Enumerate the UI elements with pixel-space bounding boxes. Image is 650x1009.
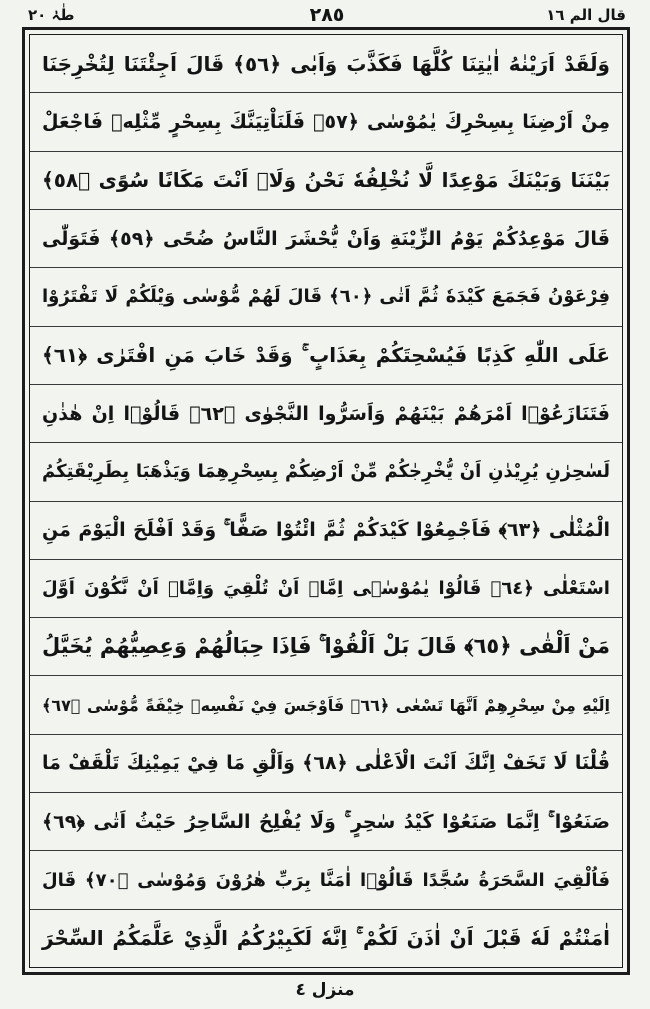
text-line <box>30 676 622 734</box>
text-line <box>30 443 622 501</box>
line-text: بَيْنَنَا وَبَيْنَكَ مَوْعِدًا لَّا نُخْلِفُهٗ نَحْنُ وَلَاۤ اَنْتَ مَكَانًا سُوًى ﴿٥٨﴾ <box>42 168 610 193</box>
line-text: مِنْ اَرْضِنَا بِسِحْرِكَ يٰمُوْسٰى ﴿٥٧﴾ فَلَنَاْتِيَنَّكَ بِسِحْرٍ مِّثْلِهٖ فَاجْعَلْ <box>42 110 610 133</box>
line-text: فَاُلْقِيَ السَّحَرَةُ سُجَّدًا قَالُوْۤا اٰمَنَّا بِرَبِّ هٰرُوْنَ وَمُوْسٰى ﴿٧٠﴾ قَالَ <box>42 869 610 891</box>
text-line <box>30 327 622 385</box>
text-line <box>30 618 622 676</box>
text-line <box>30 385 622 443</box>
page-header <box>28 4 626 28</box>
text-line <box>30 35 622 93</box>
text-line <box>30 210 622 268</box>
text-line <box>30 152 622 210</box>
text-line <box>30 502 622 560</box>
text-line <box>30 851 622 909</box>
text-line <box>30 735 622 793</box>
text-line <box>30 268 622 326</box>
page-number: ٢٨٥ <box>309 4 345 26</box>
line-text: اِلَيْهِ مِنْ سِحْرِهِمْ اَنَّهَا تَسْعٰى ﴿٦٦﴾ فَاَوْجَسَ فِيْ نَفْسِهٖ خِيْفَةً مُّوْسٰى ﴿٦٧﴾ <box>42 695 610 715</box>
line-text: فِرْعَوْنُ فَجَمَعَ كَيْدَهٗ ثُمَّ اَتٰى ﴿٦٠﴾ قَالَ لَهُمْ مُّوْسٰى وَيْلَكُمْ لَا تَفْتَرُوْا <box>42 286 610 308</box>
line-text: عَلَى اللّٰهِ كَذِبًا فَيُسْحِتَكُمْ بِعَذَابٍ ۚ وَقَدْ خَابَ مَنِ افْتَرٰى ﴿٦١﴾ <box>42 343 610 368</box>
juz-label: قال الم ١٦ <box>546 6 626 24</box>
text-line <box>30 793 622 851</box>
surah-label: طٰہٰ ۲۰ <box>28 6 75 24</box>
line-text: فَتَنَازَعُوْۤا اَمْرَهُمْ بَيْنَهُمْ وَاَسَرُّوا النَّجْوٰى ﴿٦٢﴾ قَالُوْۤا اِنْ هٰذٰنِ <box>42 402 610 425</box>
text-line <box>30 560 622 618</box>
verse-text-block <box>29 34 623 968</box>
line-text: صَنَعُوْا ۚ اِنَّمَا صَنَعُوْا كَيْدُ سٰحِرٍ ۚ وَلَا يُفْلِحُ السَّاحِرُ حَيْثُ اَتٰى ﴿٦٩﴾ <box>42 810 610 833</box>
line-text: وَلَقَدْ اَرَيْنٰهُ اٰيٰتِنَا كُلَّهَا فَكَذَّبَ وَاَبٰى ﴿٥٦﴾ قَالَ اَجِئْتَنَا لِتُخْرِجَنَا <box>42 51 610 76</box>
text-line <box>30 910 622 967</box>
line-text: قَالَ مَوْعِدُكُمْ يَوْمُ الزِّيْنَةِ وَاَنْ يُّحْشَرَ النَّاسُ ضُحًى ﴿٥٩﴾ فَتَوَلّٰى <box>42 227 610 250</box>
line-text: اسْتَعْلٰى ﴿٦٤﴾ قَالُوْا يٰمُوْسٰۤى اِمَّاۤ اَنْ تُلْقِيَ وَاِمَّاۤ اَنْ نَّكُوْنَ اَوَّلَ <box>42 577 610 599</box>
text-line <box>30 93 622 151</box>
line-text: اٰمَنْتُمْ لَهٗ قَبْلَ اَنْ اٰذَنَ لَكُمْ ۚ اِنَّهٗ لَكَبِيْرُكُمُ الَّذِيْ عَلَّمَكُمُ السِّحْرَ <box>42 926 610 951</box>
line-text: مَنْ اَلْقٰى ﴿٦٥﴾ قَالَ بَلْ اَلْقُوْا ۚ فَاِذَا حِبَالُهُمْ وَعِصِيُّهُمْ يُخَيَّلُ <box>42 634 610 659</box>
line-text: قُلْنَا لَا تَخَفْ اِنَّكَ اَنْتَ الْاَعْلٰى ﴿٦٨﴾ وَاَلْقِ مَا فِيْ يَمِيْنِكَ تَلْقَفْ مَا <box>42 752 610 775</box>
line-text: لَسٰحِرٰنِ يُرِيْدٰنِ اَنْ يُّخْرِجٰكُمْ مِّنْ اَرْضِكُمْ بِسِحْرِهِمَا وَيَذْهَبَا بِطَرِيْقَتِكُمُ <box>42 461 610 483</box>
line-text: الْمُثْلٰى ﴿٦٣﴾ فَاَجْمِعُوْا كَيْدَكُمْ ثُمَّ ائْتُوْا صَفًّا ۚ وَقَدْ اَفْلَحَ الْيَوْمَ مَنِ <box>42 519 610 542</box>
manzil-footer: منزل ٤ <box>295 980 355 1000</box>
